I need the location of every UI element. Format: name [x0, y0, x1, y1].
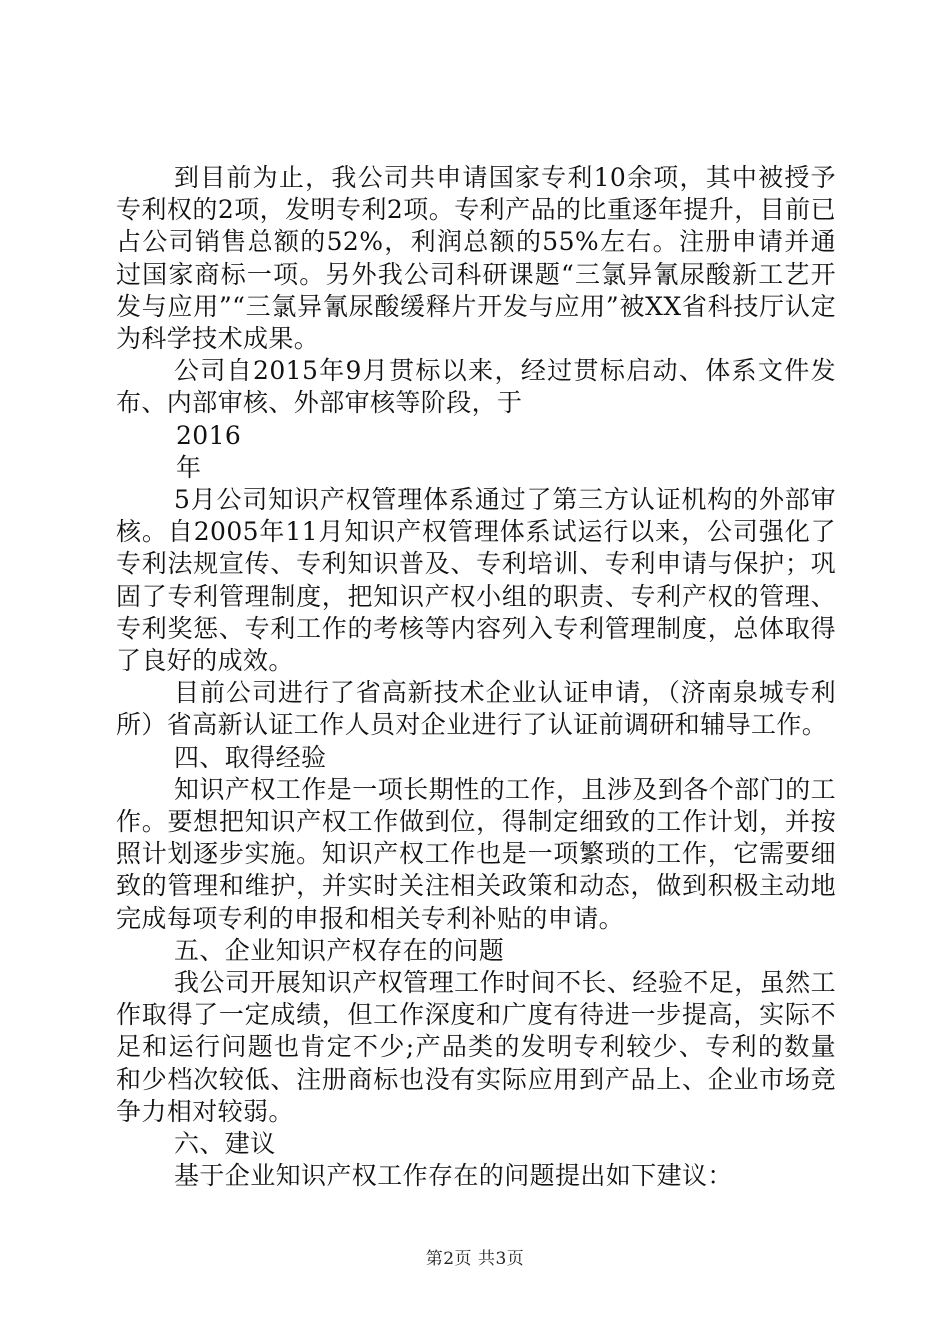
paragraph-problems: 我公司开展知识产权管理工作时间不长、经验不足，虽然工作取得了一定成绩，但工作深度和广度有待进一步提高，实际不足和运行问题也肯定不少;产品类的发明专利较少、专利的数量和少档次较低、注册商标也没有实际应用到产品上、企业市场竞争力相对较弱。 [116, 968, 836, 1126]
paragraph-year: 2016 [176, 420, 242, 450]
section-heading-suggestions: 六、建议 [174, 1129, 276, 1159]
paragraph-certification-start: 公司自2015年9月贯标以来，经过贯标启动、体系文件发布、内部审核、外部审核等阶段，于 [116, 356, 836, 418]
section-heading-problems: 五、企业知识产权存在的问题 [174, 935, 505, 965]
paragraph-experience: 知识产权工作是一项长期性的工作，且涉及到各个部门的工作。要想把知识产权工作做到位，得制定细致的工作计划，并按照计划逐步实施。知识产权工作也是一项繁琐的工作，它需要细致的管理和维护，并实时关注相关政策和动态，做到积极主动地完成每项专利的申报和相关专利补贴的申请。 [116, 774, 836, 933]
paragraph-certification-result: 5月公司知识产权管理体系通过了第三方认证机构的外部审核。自2005年11月知识产权管理体系试运行以来，公司强化了专利法规宣传、专利知识普及、专利培训、专利申请与保护；巩固了专利管理制度，把知识产权小组的职责、专利产权的管理、专利奖惩、专利工作的考核等内容列入专利管理制度，总体取得了良好的成效。 [116, 485, 836, 676]
paragraph-patents: 到目前为止，我公司共申请国家专利10余项，其中被授予专利权的2项，发明专利2项。专利产品的比重逐年提升，目前已占公司销售总额的52%，利润总额的55%左右。注册申请并通过国家商标一项。另外我公司科研课题“三氯异氰尿酸新工艺开发与应用”“三氯异氰尿酸缓释片开发与应用”被XX省科技厅认定为科学技术成果。 [116, 163, 836, 354]
paragraph-high-tech: 目前公司进行了省高新技术企业认证申请，（济南泉城专利所）省高新认证工作人员对企业进行了认证前调研和辅导工作。 [116, 678, 836, 740]
document-body [116, 162, 836, 1193]
page-footer: 第2页 共3页 [425, 1249, 525, 1269]
paragraph-year-unit: 年 [176, 452, 202, 482]
paragraph-suggestions: 基于企业知识产权工作存在的问题提出如下建议： [174, 1161, 733, 1191]
section-heading-experience: 四、取得经验 [174, 742, 327, 772]
